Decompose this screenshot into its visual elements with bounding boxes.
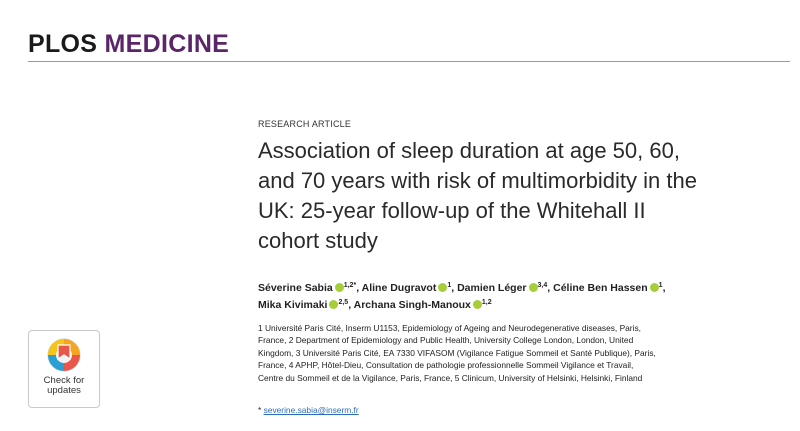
- orcid-icon[interactable]: [650, 283, 659, 292]
- affiliation-line: Kingdom, 3 Université Paris Cité, EA 7330 VIFASOM (Vigilance Fatigue Sommeil et Santé Publique), Paris,: [258, 347, 656, 358]
- title-line: cohort study: [258, 228, 378, 253]
- title-line: UK: 25-year follow-up of the Whitehall II: [258, 198, 646, 223]
- author-list: [258, 280, 798, 314]
- author-separator: ,: [662, 282, 666, 294]
- check-for-updates-line2: updates: [47, 385, 81, 396]
- author-name[interactable]: Céline Ben Hassen: [553, 282, 648, 294]
- author-affiliation: 1: [658, 282, 663, 289]
- journal-name-medicine: MEDICINE: [104, 30, 230, 58]
- journal-name-plos: PLOS: [28, 30, 98, 58]
- author-name[interactable]: Séverine Sabia: [258, 282, 333, 294]
- author-line-2: [258, 297, 798, 314]
- author-name[interactable]: Aline Dugravot: [361, 282, 437, 294]
- author-name[interactable]: Damien Léger: [457, 282, 527, 294]
- affiliation-line: France, 2 Department of Epidemiology and Public Health, University College London, London, United: [258, 335, 634, 346]
- correspondence-email-link[interactable]: severine.sabia@inserm.fr: [263, 405, 359, 415]
- check-for-updates-icon: [46, 335, 82, 375]
- affiliation-line: Centre du Sommeil et de la Vigilance, Paris, France, 5 Clinicum, University of Helsinki, Helsinki, Finland: [258, 372, 643, 383]
- header-divider: [28, 61, 790, 62]
- author-affiliation: 3,4: [537, 282, 548, 289]
- title-line: and 70 years with risk of multimorbidity in the: [258, 168, 697, 193]
- affiliation-line: 1 Université Paris Cité, Inserm U1153, Epidemiology of Ageing and Neurodegenerative diseases, Paris,: [258, 323, 641, 333]
- author-separator: ,: [547, 282, 554, 294]
- author-affiliation: 1: [447, 282, 452, 289]
- article-title: [258, 136, 798, 256]
- orcid-icon[interactable]: [473, 300, 482, 309]
- title-line: Association of sleep duration at age 50, 60,: [258, 138, 680, 163]
- correspondence: [258, 405, 359, 415]
- author-name[interactable]: Mika Kivimaki: [258, 299, 328, 311]
- journal-logo: [28, 30, 229, 58]
- author-name[interactable]: Archana Singh-Manoux: [353, 299, 471, 311]
- author-affiliation: 2,5: [338, 299, 349, 306]
- check-for-updates-badge[interactable]: [28, 330, 100, 408]
- correspondence-marker: *: [258, 405, 262, 415]
- author-separator: ,: [451, 282, 458, 294]
- affiliations: [258, 322, 793, 384]
- check-for-updates-label: [29, 376, 99, 396]
- author-affiliation: 1,2*: [343, 282, 357, 289]
- orcid-icon[interactable]: [438, 283, 447, 292]
- orcid-icon[interactable]: [529, 283, 538, 292]
- affiliation-line: France, 4 APHP, Hôtel-Dieu, Consultation de pathologie professionnelle Sommeil Vigilance et Travail,: [258, 360, 634, 371]
- author-affiliation: 1,2: [481, 299, 492, 306]
- author-separator: ,: [356, 282, 362, 294]
- author-line-1: [258, 280, 798, 297]
- orcid-icon[interactable]: [335, 283, 344, 292]
- article-type: RESEARCH ARTICLE: [258, 119, 352, 129]
- author-separator: ,: [348, 299, 354, 311]
- check-for-updates-line1: Check for: [43, 375, 85, 386]
